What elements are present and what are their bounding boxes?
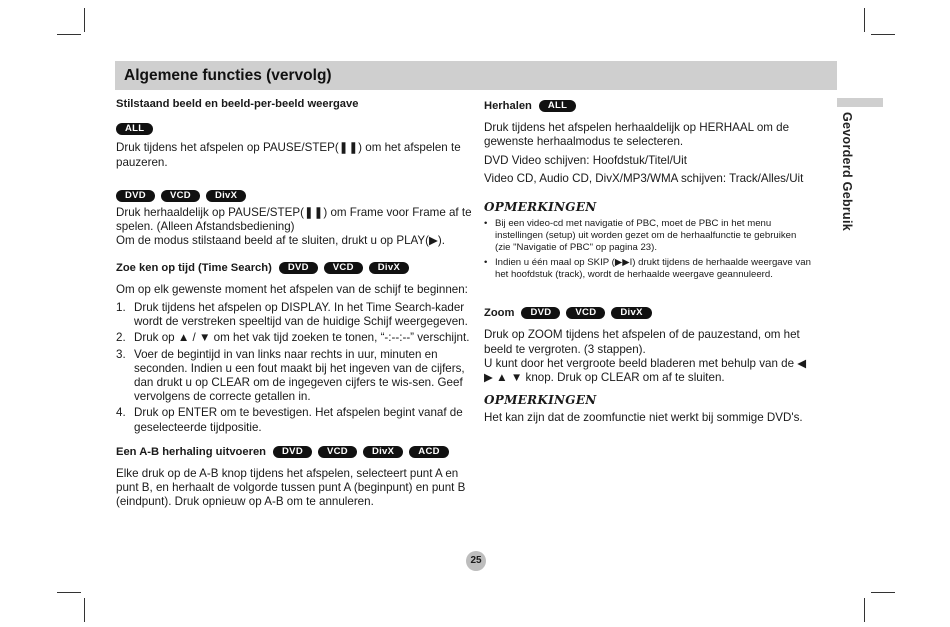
badge-divx: DivX bbox=[611, 307, 651, 319]
badge-divx: DivX bbox=[206, 190, 246, 202]
crop-mark bbox=[871, 592, 895, 593]
zoom-paragraph-1: Druk op ZOOM tijdens het afspelen of de pauzestand, om het beeld te vergroten. (3 stappen). bbox=[484, 328, 800, 356]
list-item: 3. Voer de begintijd in van links naar rechts in uur, minuten en seconden. Indien u een fout maakt bij het ingeven van de cijfers, dan drukt u op CLEAR om de ingegeven cijfers te wis-sen. Geef vervolgens de correcte getallen in. bbox=[116, 347, 465, 404]
page-title: Algemene functies (vervolg) bbox=[124, 67, 332, 84]
list-item: 4. Druk op ENTER om te bevestigen. Het afspelen begint vanaf de geselecteerde tijdpositie. bbox=[116, 406, 463, 434]
badge-vcd: VCD bbox=[324, 262, 363, 274]
list-item: 1. Druk tijdens het afspelen op DISPLAY. In het Time Search-kader wordt de verstreken speeltijd van de huidige Schijf weergegeven. bbox=[116, 301, 468, 329]
badge-all: ALL bbox=[539, 100, 576, 112]
list-item: 2. Druk op ▲ / ▼ om het vak tijd zoeken te tonen, “-:--:--” verschijnt. bbox=[116, 331, 470, 345]
repeat-notes bbox=[484, 218, 814, 281]
crop-mark bbox=[57, 34, 81, 35]
badge-vcd: VCD bbox=[161, 190, 200, 202]
badge-dvd: DVD bbox=[521, 307, 560, 319]
time-search-heading: Zoe ken op tijd (Time Search) DVD VCD DivX bbox=[116, 261, 472, 275]
badge-divx: DivX bbox=[363, 446, 403, 458]
still-paragraph-1: Druk tijdens het afspelen op PAUSE/STEP(❚❚) om het afspelen te pauzeren. bbox=[116, 141, 461, 169]
repeat-heading: Herhalen ALL bbox=[484, 99, 814, 113]
crop-mark bbox=[84, 598, 85, 622]
still-paragraph-2: Druk herhaaldelijk op PAUSE/STEP(❚❚) om Frame voor Frame af te spelen. (Alleen Afstandsbediening) bbox=[116, 206, 472, 234]
crop-mark bbox=[864, 8, 865, 32]
list-item: • Bij een video-cd met navigatie of PBC, moet de PBC in het menu instellingen (setup) uit worden gezet om de herhaalfunctie te gebruiken (zie "Navigatie of PBC" op pagina 23). bbox=[484, 218, 797, 254]
zoom-paragraph-2: U kunt door het vergroote beeld bladeren met behulp van de ◀ ▶ ▲ ▼ knop. Druk op CLEAR om af te sluiten. bbox=[484, 356, 807, 385]
left-column bbox=[116, 97, 472, 510]
time-search-intro: Om op elk gewenste moment het afspelen van de schijf te beginnen: bbox=[116, 282, 468, 296]
badge-acd: ACD bbox=[409, 446, 448, 458]
repeat-paragraph-1: Druk tijdens het afspelen herhaaldelijk op HERHAAL om de gewenste herhaalmodus te selecteren. bbox=[484, 121, 790, 149]
badge-vcd: VCD bbox=[318, 446, 357, 458]
still-paragraph-3: Om de modus stilstaand beeld af te sluiten, drukt u op PLAY(▶). bbox=[116, 234, 445, 248]
badge-all: ALL bbox=[116, 123, 153, 135]
side-section-label: Gevorderd Gebruik bbox=[840, 112, 854, 232]
zoom-note: Het kan zijn dat de zoomfunctie niet werkt bij sommige DVD's. bbox=[484, 411, 803, 425]
ab-repeat-heading: Een A-B herhaling uitvoeren DVD VCD DivX ACD bbox=[116, 445, 472, 459]
notes-title: OPMERKINGEN bbox=[484, 393, 597, 408]
page-number: 25 bbox=[466, 551, 486, 571]
right-column bbox=[484, 99, 814, 426]
badge-divx: DivX bbox=[369, 262, 409, 274]
notes-title: OPMERKINGEN bbox=[484, 200, 597, 215]
zoom-heading: Zoom DVD VCD DivX bbox=[484, 306, 814, 320]
badge-vcd: VCD bbox=[566, 307, 605, 319]
ab-repeat-text: Elke druk op de A-B knop tijdens het afspelen, selecteert punt A en punt B, en herhaalt de volgorde tussen punt A (beginpunt) en punt B (eindpunt). Druk opnieuw op A-B om te annuleren. bbox=[116, 467, 466, 509]
badge-dvd: DVD bbox=[273, 446, 312, 458]
list-item: • Indien u één maal op SKIP (▶▶I) drukt tijdens de herhaalde weergave van het hoofdstuk (track), wordt de herhaalde weergave geannuleerd. bbox=[484, 257, 811, 281]
time-search-steps bbox=[116, 301, 472, 435]
crop-mark bbox=[864, 598, 865, 622]
badge-dvd: DVD bbox=[279, 262, 318, 274]
badge-dvd: DVD bbox=[116, 190, 155, 202]
still-heading: Stilstaand beeld en beeld-per-beeld weergave bbox=[116, 98, 359, 110]
still-badges bbox=[116, 190, 246, 202]
crop-mark bbox=[871, 34, 895, 35]
repeat-paragraph-3: Video CD, Audio CD, DivX/MP3/WMA schijven: Track/Alles/Uit bbox=[484, 171, 804, 185]
repeat-paragraph-2: DVD Video schijven: Hoofdstuk/Titel/Uit bbox=[484, 153, 687, 167]
side-tab bbox=[837, 98, 883, 107]
crop-mark bbox=[84, 8, 85, 32]
crop-mark bbox=[57, 592, 81, 593]
page-title-bar bbox=[115, 61, 837, 90]
